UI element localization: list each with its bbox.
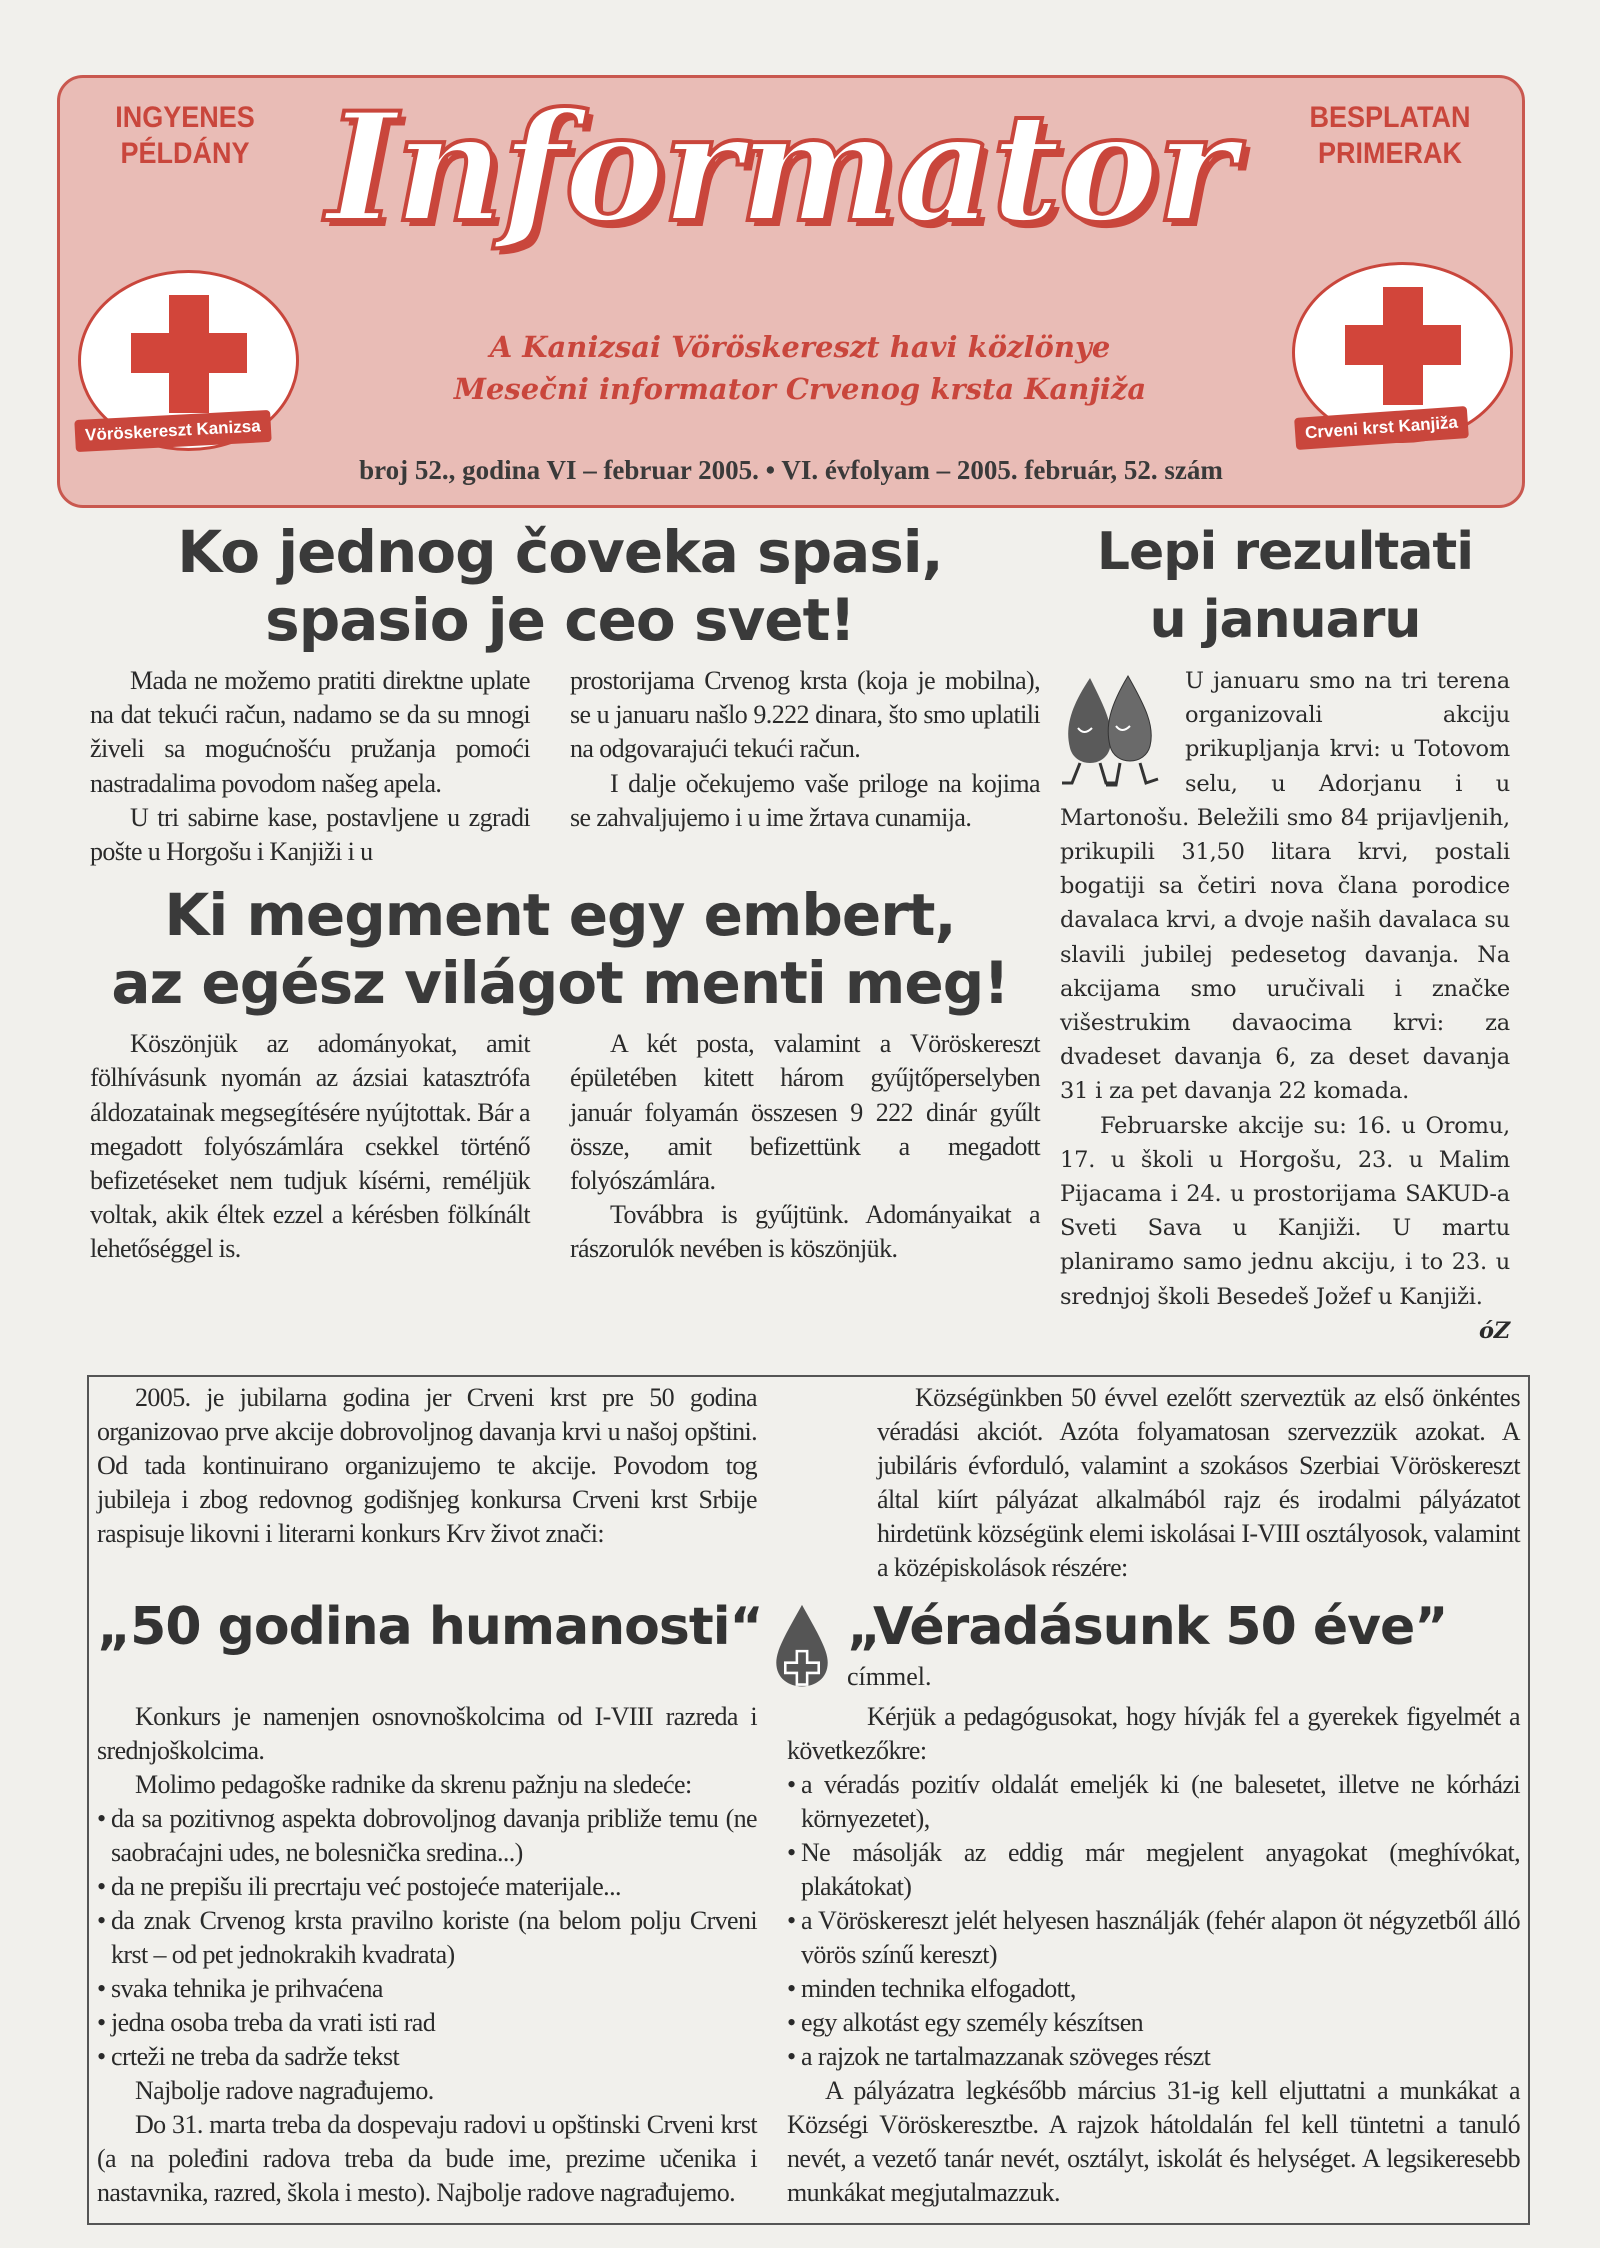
- free-copy-label-hu: [95, 100, 275, 172]
- red-cross-bar: [131, 333, 247, 373]
- list-item: • da sa pozitivnog aspekta dobrovoljnog davanja približe temu (ne saobraćajni udes, ne bolesnička sredina...): [97, 1802, 757, 1870]
- blood-drops-mascot-icon: [1060, 668, 1175, 798]
- contest-sr-body: [97, 1700, 757, 2215]
- headline-line: az egész világot menti meg!: [111, 949, 1009, 1018]
- main-left-area: [80, 518, 1040, 1279]
- issue-line: broj 52., godina VI – februar 2005. • VI. évfolyam – 2005. február, 52. szám: [359, 455, 1223, 485]
- subtitle-sr: Mesečni informator Crvenog krsta Kanjiža: [453, 372, 1147, 406]
- list-item: • da znak Crvenog krsta pravilno koriste (na belom polju Crveni krst – od pet jednokrakih kvadrata): [97, 1904, 757, 1972]
- paragraph: Mada ne možemo pratiti direktne uplate na dat tekući račun, nadamo se da su mnogi živeli sa mogućnošću pružanja pomoći nastradalima povodom našeg apela.: [90, 666, 530, 798]
- article-sr-col2: [570, 664, 1040, 869]
- corner-line: PÉLDÁNY: [120, 137, 250, 170]
- free-copy-label-sr: [1296, 100, 1485, 172]
- paragraph: Do 31. marta treba da dospevaju radovi u opštinski Crveni krst (a na poleđini radova treba da bude ime, prezime učenika i nastavnika, razred, škola i mesto). Najbolje radove nagrađujemo.: [97, 2110, 757, 2208]
- badge-ribbon-right: Crveni krst Kanjiža: [1294, 406, 1469, 450]
- contest-sr-intro: [97, 1381, 757, 1590]
- main-right-area: [1060, 518, 1510, 1348]
- paragraph: Községünkben 50 évvel ezelőtt szerveztük az első önkéntes véradási akciót. Azóta folyamatosan szervezzük azokat. A jubiláris évforduló, valamint a szokásos Szerbiai Vöröskereszt által kiírt pályázat alkalmából rajz és irodalmi pályázatot hirdetünk községünk elemi iskolásai I-VIII osztályosok, valamint a középiskolások részére:: [877, 1383, 1520, 1582]
- headline-results: [1060, 518, 1510, 654]
- blood-drop-cross-icon: [757, 1601, 847, 1689]
- rules-list-hu: [787, 1768, 1520, 2074]
- list-item: • a Vöröskereszt jelét helyesen használják (fehér alapon öt négyzetből álló vörös színű kereszt): [787, 1904, 1520, 1972]
- headline-line: Ki megment egy embert,: [164, 881, 956, 950]
- contest-title-suffix: címmel.: [847, 1661, 932, 1691]
- paragraph: Konkurs je namenjen osnovnoškolcima od I-VIII razreda i srednjoškolcima.: [97, 1702, 757, 1766]
- list-item: • crteži ne treba da sadrže tekst: [97, 2040, 757, 2074]
- contest-hu-body: [757, 1700, 1520, 2215]
- contest-box: [87, 1375, 1530, 2225]
- list-item: • da ne prepišu ili precrtaju već postojeće materijale...: [97, 1870, 757, 1904]
- list-item: • jedna osoba treba da vrati isti rad: [97, 2006, 757, 2040]
- article-results-body: [1060, 664, 1510, 1348]
- corner-line: PRIMERAK: [1317, 137, 1462, 170]
- paragraph: I dalje očekujemo vaše priloge na kojima se zahvaljujemo i u ime žrtava cunamija.: [570, 768, 1040, 832]
- rules-list-sr: [97, 1802, 757, 2074]
- article-hu-col1: [90, 1027, 530, 1266]
- list-item: • egy alkotást egy személy készítsen: [787, 2006, 1520, 2040]
- headline-line: Ko jednog čoveka spasi,: [177, 518, 943, 586]
- headline-line: u januaru: [1149, 590, 1421, 650]
- contest-title-hu: „Véradásunk 50 éve”: [847, 1596, 1448, 1657]
- author-signature: óZ: [1478, 1317, 1510, 1344]
- headline-hu: [80, 881, 1040, 1017]
- list-item: • svaka tehnika je prihvaćena: [97, 1972, 757, 2006]
- article-sr-columns: [90, 664, 1040, 869]
- list-item: • Ne másolják az eddig már megjelent anyagokat (meghívókat, plakátokat): [787, 1836, 1520, 1904]
- paragraph: prostorijama Crvenog krsta (koja je mobilna), se u januaru našlo 9.222 dinara, što smo uplatili na odgovarajući tekući račun.: [570, 666, 1040, 764]
- paragraph: Najbolje radove nagrađujemo.: [135, 2076, 434, 2106]
- paragraph: Kérjük a pedagógusokat, hogy hívják fel a gyerekek figyelmét a következőkre:: [787, 1702, 1520, 1766]
- subtitle-hu: A Kanizsai Vöröskereszt havi közlönye: [489, 330, 1111, 364]
- paragraph: U tri sabirne kase, postavljene u zgradi pošte u Horgošu i Kanjiži i u: [90, 802, 530, 867]
- article-hu-col2: [570, 1027, 1040, 1266]
- paragraph: U januaru smo na tri terena organizovali akciju prikupljanja krvi: u Totovom selu, u Adorjanu i u Martonošu. Beležili smo 84 prijavljenih, prikupili 31,50 litara krvi, postali bogatiji sa četiri nova člana porodice davalaca krvi, a dvoje naših davalaca su slavili jubilej pedesetog davanja. Na akcijama smo uručivali i značke višestrukim davaocima krvi: za dvadeset davanja 6, za deset davanja 31 i za pet davanja 22 komada.: [1060, 668, 1510, 1105]
- contest-title-row-sr: [97, 1596, 763, 1697]
- contest-icon-cell: [757, 1590, 847, 1701]
- paragraph: Molimo pedagoške radnike da skrenu pažnju na sledeće:: [135, 1770, 692, 1800]
- newspaper-title-logo: Informator: [326, 80, 1234, 256]
- paragraph: 2005. je jubilarna godina jer Crveni krst pre 50 godina organizovao prve akcije dobrovoljnog davanja krvi u našoj opštini. Od tada kontinuirano organizujemo te akcije. Povodom tog jubileja i zbog redovnog godišnjeg konkursa Crveni krst Srbije raspisuje likovni i literarni konkurs Krv život znači:: [97, 1383, 757, 1548]
- corner-line: BESPLATAN: [1309, 101, 1471, 134]
- headline-line: Lepi rezultati: [1096, 522, 1474, 582]
- main-articles: [80, 518, 1520, 1348]
- paragraph: Továbbra is gyűjtünk. Adományaikat a rászorulók nevében is köszönjük.: [570, 1200, 1040, 1264]
- paragraph: A pályázatra legkésőbb március 31-ig kell eljuttatni a munkákat a Községi Vöröskeresztbe. A rajzok hátoldalán fel kell tüntetni a tanuló nevét, a vezető tanár nevét, osztályt, iskolát és helységet. A legsikeresebb munkákat megjutalmazzuk.: [787, 2076, 1520, 2208]
- paragraph: Februarske akcije su: 16. u Oromu, 17. u školi u Horgošu, 23. u Malim Pijacama i 24. u prostorijama SAKUD-a Sveti Sava u Kanjiži. U martu planiramo samo jednu akciju, i to 23. u srednjoj školi Besedeš Jožef u Kanjiži.: [1060, 1112, 1510, 1310]
- article-hu-columns: [90, 1027, 1040, 1266]
- list-item: • a rajzok ne tartalmazzanak szöveges részt: [787, 2040, 1520, 2074]
- contest-title-sr: „50 godina humanosti“: [97, 1596, 763, 1657]
- list-item: • minden technika elfogadott,: [787, 1972, 1520, 2006]
- list-item: • a véradás pozitív oldalát emeljék ki (ne balesetet, illetve ne kórházi környezetet),: [787, 1768, 1520, 1836]
- paragraph: Köszönjük az adományokat, amit fölhívásunk nyomán az ázsiai katasztrófa áldozatainak megsegítésére nyújtottak. Bár a megadott folyószámlára csekkel történő befizetéseket nem tudjuk kísérni, reméljük voltak, akik éltek ezzel a kérésben fölkínált lehetőséggel is.: [90, 1029, 530, 1264]
- corner-line: INGYENES: [115, 101, 255, 134]
- contest-title-row-hu: [847, 1596, 1520, 1697]
- headline-line: spasio je ceo svet!: [265, 586, 855, 654]
- article-sr-col1: [90, 664, 530, 869]
- headline-sr: [80, 518, 1040, 654]
- badge-ribbon-left: Vöröskereszt Kanizsa: [74, 410, 271, 452]
- red-cross-bar: [1345, 325, 1461, 365]
- contest-hu-intro: [847, 1381, 1520, 1590]
- paragraph: A két posta, valamint a Vöröskereszt épületében kitett három gyűjtőperselyben január folyamán összesen 9 222 dinár gyűlt össze, amit befizettünk a megadott folyószámlára.: [570, 1029, 1040, 1196]
